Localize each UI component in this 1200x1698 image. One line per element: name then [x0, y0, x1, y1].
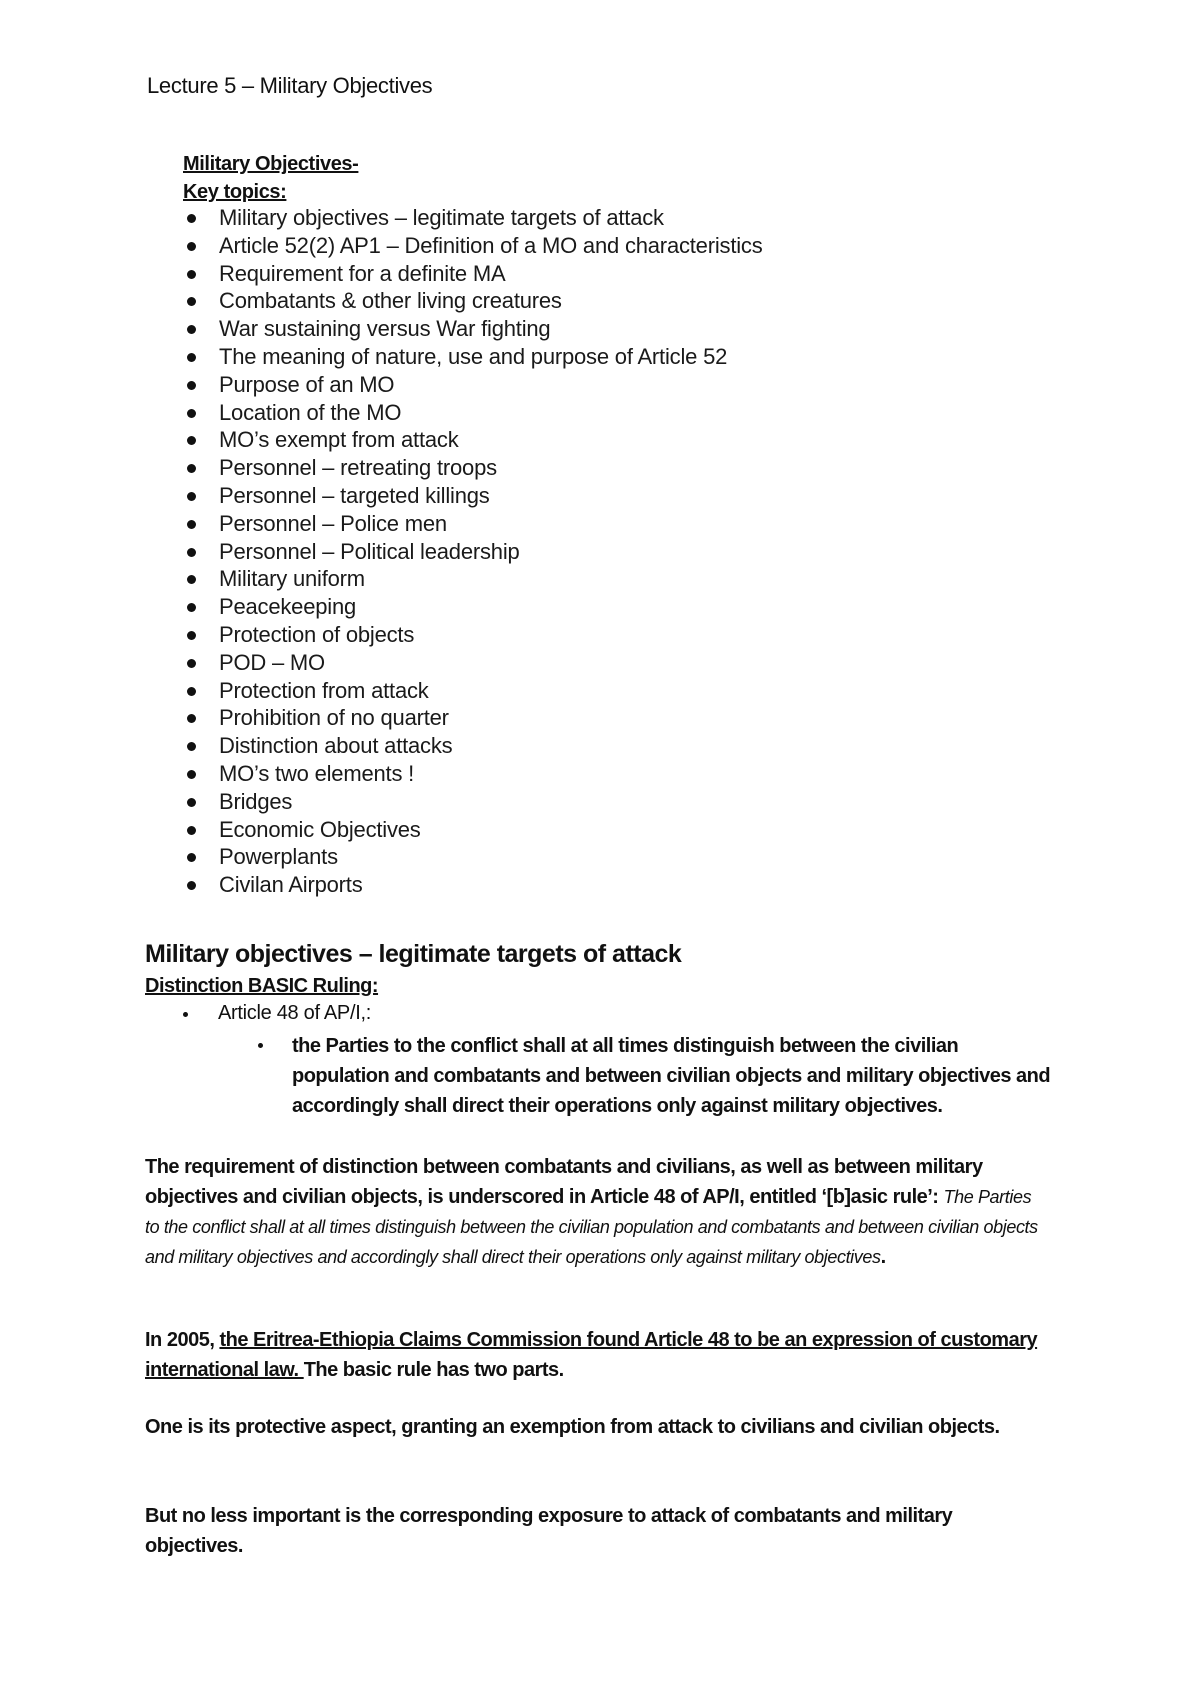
list-item: Purpose of an MO [183, 371, 763, 399]
list-item: The meaning of nature, use and purpose of Article 52 [183, 343, 763, 371]
list-item: Powerplants [183, 843, 763, 871]
military-objectives-heading: Military Objectives- [183, 153, 359, 175]
bullet-icon [187, 770, 196, 779]
list-item: Personnel – targeted killings [183, 482, 763, 510]
bullet-icon [187, 409, 196, 418]
bullet-icon [258, 1043, 263, 1048]
list-item: MO’s two elements ! [183, 760, 763, 788]
bullet-icon [187, 464, 196, 473]
article-48-quote-bullet: the Parties to the conflict shall at all times distinguish between the civilian population and combatants and between civilian objects and military objectives and accordingly shall direct their operations only against military objectives. [255, 1031, 1055, 1121]
bullet-icon [187, 881, 196, 890]
list-item: Combatants & other living creatures [183, 287, 763, 315]
bullet-icon [187, 242, 196, 251]
bullet-icon [187, 436, 196, 445]
bullet-icon [187, 575, 196, 584]
list-item: Distinction about attacks [183, 732, 763, 760]
list-item: Military objectives – legitimate targets of attack [183, 204, 763, 232]
list-item: Military uniform [183, 565, 763, 593]
paragraph-eritrea-ethiopia: In 2005, the Eritrea-Ethiopia Claims Commission found Article 48 to be an expression of customary international law. The basic rule has two parts. [145, 1329, 1038, 1381]
list-item: Personnel – Police men [183, 510, 763, 538]
list-item: POD – MO [183, 649, 763, 677]
bullet-icon [187, 353, 196, 362]
bullet-icon [187, 325, 196, 334]
list-item: Personnel – Political leadership [183, 538, 763, 566]
list-item: Personnel – retreating troops [183, 454, 763, 482]
bullet-icon [187, 714, 196, 723]
key-topics-list [183, 204, 763, 899]
list-item: Article 52(2) AP1 – Definition of a MO and characteristics [183, 232, 763, 260]
bullet-icon [187, 742, 196, 751]
list-item: Protection of objects [183, 621, 763, 649]
bullet-icon [187, 687, 196, 696]
bullet-icon [187, 214, 196, 223]
list-item: MO’s exempt from attack [183, 426, 763, 454]
key-topics-heading [183, 150, 358, 206]
list-item: Prohibition of no quarter [183, 704, 763, 732]
bullet-icon [187, 659, 196, 668]
document-title: Lecture 5 – Military Objectives [147, 73, 433, 98]
bullet-icon [187, 826, 196, 835]
list-item: Location of the MO [183, 399, 763, 427]
paragraph-exposure: But no less important is the corresponding exposure to attack of combatants and military objectives. [145, 1505, 953, 1557]
list-item: Peacekeeping [183, 593, 763, 621]
bullet-icon [187, 270, 196, 279]
list-item: Requirement for a definite MA [183, 260, 763, 288]
list-item: War sustaining versus War fighting [183, 315, 763, 343]
bullet-icon [187, 520, 196, 529]
section-subheading: Distinction BASIC Ruling: [145, 975, 379, 997]
paragraph-distinction: The requirement of distinction between combatants and civilians, as well as between military objectives and civilian objects, is underscored in Article 48 of AP/I, entitled ‘[b]asic rule’: The Parties to the conflict shall at all times distinguish between the civilian population and combatants and between civilian objects and military objectives and accordingly shall direct their operations only against military objectives. [145, 1156, 1038, 1268]
bullet-icon [187, 631, 196, 640]
list-item: Bridges [183, 788, 763, 816]
bullet-icon [187, 603, 196, 612]
document-page: Lecture 5 – Military Objectives Military Objectives- Key topics: Military objectives – legitimate targets of attack Article 52(2) AP1 – Definition of a MO and characteristics Requirement for a definite MA Combatants & other living creatures War sustaining versus War fighting The meaning of nature, use and purpose of Article 52 Purpose of an MO Location of the MO MO’s exempt from attack Personnel – retreating troops Personnel – targeted killings Personnel – Police men Personnel – Political leadership Military uniform Peacekeeping Protection of objects POD – MO Protection from attack Prohibition of no quarter Distinction about attacks MO’s two elements ! Bridges Economic Objectives Powerplants Civilan Airports Military objectives – legitimate targets of attack Distinction BASIC Ruling: Article 48 of AP/I,: the Parties to the conflict shall at all times distinguish between the civilian population and combatants and between civilian objects and military objectives and accordingly shall direct their operations only against military objectives. The requirement of distinction between combatants and civilians, as well as between military objectives and civilian objects, is underscored in Article 48 of AP/I, entitled ‘[b]asic rule’: The Parties to the conflict shall at all times distinguish between the civilian population and combatants and between civilian objects and military objectives and accordingly shall direct their operations only against military objectives. In 2005, the Eritrea-Ethiopia Claims Commission found Article 48 to be an expression of customary international law. The basic rule has two parts. One is its protective aspect, granting an exemption from attack to civilians and civilian objects. But no less important is the corresponding exposure to attack of combatants and military objectives. [0, 0, 1200, 1698]
bullet-icon [187, 853, 196, 862]
paragraph-protective-aspect: One is its protective aspect, granting an exemption from attack to civilians and civilian objects. [145, 1416, 1000, 1438]
bullet-icon [187, 492, 196, 501]
list-item: Economic Objectives [183, 816, 763, 844]
bullet-icon [187, 381, 196, 390]
bullet-icon [187, 297, 196, 306]
list-item: Protection from attack [183, 677, 763, 705]
list-item: Civilan Airports [183, 871, 763, 899]
bullet-icon [187, 548, 196, 557]
section-heading: Military objectives – legitimate targets of attack [145, 940, 682, 968]
bullet-icon [183, 1012, 188, 1017]
bullet-icon [187, 798, 196, 807]
key-topics-label: Key topics: [183, 181, 287, 203]
